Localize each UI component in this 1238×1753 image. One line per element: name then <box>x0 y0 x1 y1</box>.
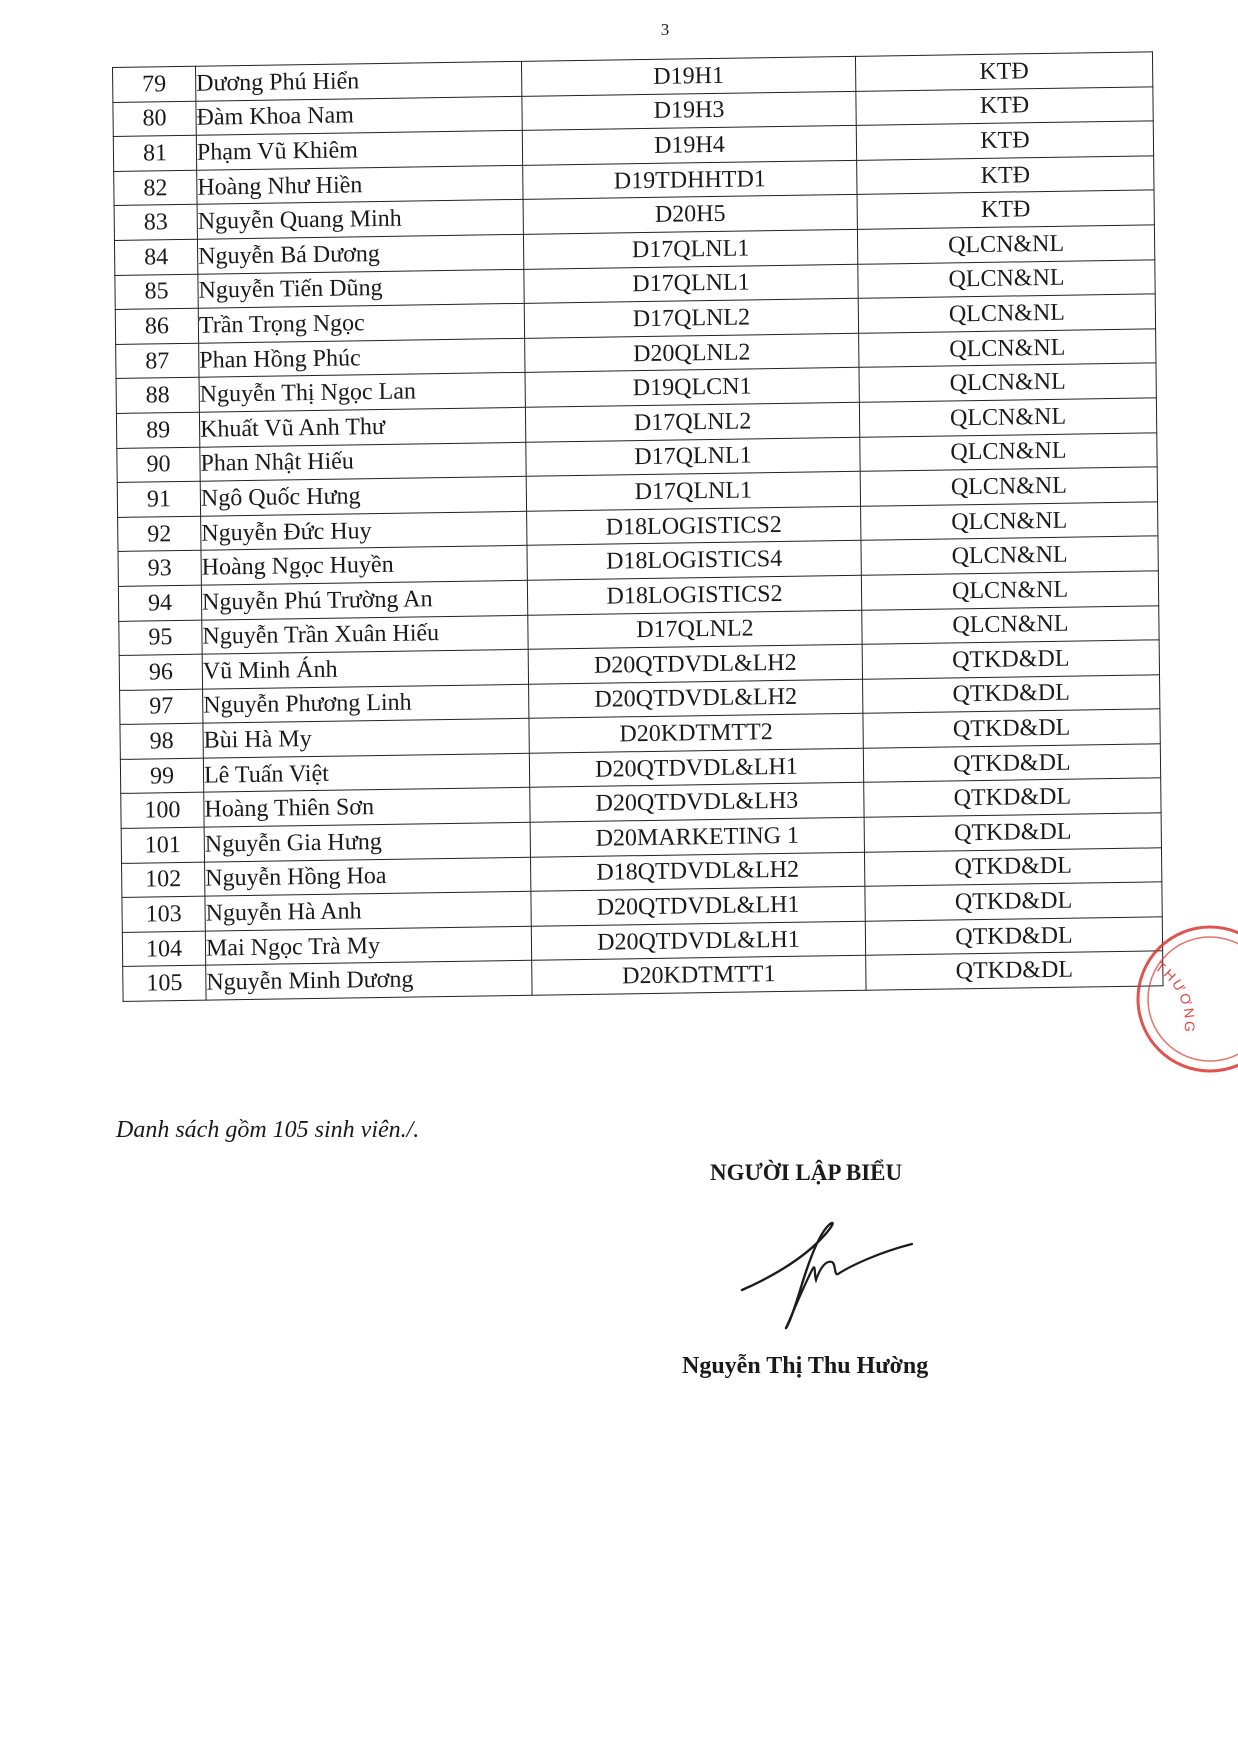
cell-class-code: D20QTDVDL&LH1 <box>529 748 863 788</box>
cell-department: QLCN&NL <box>858 294 1155 333</box>
cell-stt: 85 <box>115 274 198 310</box>
signature-stroke-1 <box>742 1223 833 1328</box>
cell-stt: 87 <box>116 343 199 379</box>
cell-class-code: D19H1 <box>521 56 855 96</box>
cell-student-name: Nguyễn Gia Hưng <box>204 822 530 861</box>
cell-student-name: Trần Trọng Ngọc <box>198 303 524 342</box>
stamp-text: THƯƠNG <box>1152 958 1199 1035</box>
cell-department: KTĐ <box>856 121 1153 160</box>
cell-department: QLCN&NL <box>860 467 1157 506</box>
cell-student-name: Nguyễn Thị Ngọc Lan <box>199 373 525 412</box>
cell-student-name: Khuất Vũ Anh Thư <box>199 407 525 446</box>
cell-student-name: Ngô Quốc Hưng <box>200 476 526 515</box>
cell-student-name: Lê Tuấn Việt <box>203 753 529 792</box>
cell-class-code: D20QLNL2 <box>525 333 859 373</box>
cell-student-name: Hoàng Như Hiền <box>197 165 523 204</box>
cell-department: QLCN&NL <box>859 329 1156 368</box>
cell-class-code: D18LOGISTICS2 <box>527 506 861 546</box>
cell-stt: 83 <box>114 205 197 241</box>
cell-stt: 86 <box>115 308 198 344</box>
cell-student-name: Phạm Vũ Khiêm <box>196 131 522 170</box>
cell-department: QTKD&DL <box>864 813 1161 852</box>
official-stamp <box>1130 915 1238 1075</box>
cell-student-name: Nguyễn Bá Dương <box>197 234 523 273</box>
cell-department: QLCN&NL <box>861 502 1158 541</box>
cell-class-code: D18QTDVDL&LH2 <box>531 852 865 892</box>
cell-department: QTKD&DL <box>865 882 1162 921</box>
cell-class-code: D20MARKETING 1 <box>530 817 864 857</box>
student-table <box>112 51 1164 1002</box>
cell-stt: 93 <box>118 551 201 587</box>
cell-class-code: D19H3 <box>522 91 856 131</box>
cell-student-name: Đàm Khoa Nam <box>196 96 522 135</box>
cell-department: QTKD&DL <box>862 640 1159 679</box>
cell-student-name: Dương Phú Hiển <box>196 61 522 100</box>
cell-class-code: D17QLNL1 <box>526 471 860 511</box>
cell-department: KTĐ <box>855 52 1152 91</box>
cell-class-code: D19QLCN1 <box>525 368 859 408</box>
cell-stt: 96 <box>119 654 202 690</box>
cell-department: QLCN&NL <box>861 536 1158 575</box>
cell-class-code: D20QTDVDL&LH2 <box>528 644 862 684</box>
cell-stt: 105 <box>123 966 206 1002</box>
cell-stt: 98 <box>120 723 203 759</box>
cell-stt: 90 <box>117 447 200 483</box>
cell-stt: 91 <box>117 481 200 517</box>
cell-stt: 79 <box>113 66 196 102</box>
cell-stt: 103 <box>122 896 205 932</box>
cell-class-code: D20H5 <box>523 195 857 235</box>
cell-student-name: Nguyễn Hồng Hoa <box>205 857 531 896</box>
student-table-container <box>112 51 1164 1002</box>
cell-stt: 81 <box>113 135 196 171</box>
signature-stroke-2 <box>786 1244 912 1328</box>
cell-class-code: D20KDTMTT2 <box>529 714 863 754</box>
cell-stt: 95 <box>119 620 202 656</box>
cell-department: QTKD&DL <box>863 744 1160 783</box>
page-number: 3 <box>660 20 670 39</box>
cell-stt: 88 <box>116 378 199 414</box>
cell-department: QTKD&DL <box>863 675 1160 714</box>
cell-class-code: D18LOGISTICS2 <box>527 575 861 615</box>
cell-stt: 102 <box>122 862 205 898</box>
cell-department: QTKD&DL <box>865 917 1162 956</box>
cell-stt: 82 <box>114 170 197 206</box>
cell-student-name: Nguyễn Hà Anh <box>205 892 531 931</box>
cell-class-code: D19H4 <box>522 126 856 166</box>
cell-student-name: Hoàng Ngọc Huyền <box>201 546 527 585</box>
cell-student-name: Nguyễn Tiến Dũng <box>198 269 524 308</box>
cell-class-code: D17QLNL2 <box>528 610 862 650</box>
cell-student-name: Nguyễn Phương Linh <box>203 684 529 723</box>
signer-title: NGƯỜI LẬP BIỂU <box>710 1160 903 1185</box>
cell-department: QLCN&NL <box>860 432 1157 471</box>
cell-department: QLCN&NL <box>858 259 1155 298</box>
cell-department: QLCN&NL <box>859 398 1156 437</box>
cell-student-name: Phan Nhật Hiếu <box>200 442 526 481</box>
cell-class-code: D20QTDVDL&LH1 <box>531 887 865 927</box>
cell-department: KTĐ <box>857 156 1154 195</box>
cell-class-code: D19TDHHTD1 <box>523 160 857 200</box>
cell-department: QLCN&NL <box>861 571 1158 610</box>
cell-student-name: Vũ Minh Ánh <box>202 649 528 688</box>
cell-department: QTKD&DL <box>864 778 1161 817</box>
cell-student-name: Nguyễn Đức Huy <box>201 511 527 550</box>
cell-student-name: Phan Hồng Phúc <box>199 338 525 377</box>
cell-class-code: D20KDTMTT1 <box>532 956 866 996</box>
cell-department: QLCN&NL <box>857 225 1154 264</box>
cell-stt: 97 <box>120 689 203 725</box>
cell-class-code: D18LOGISTICS4 <box>527 541 861 581</box>
cell-department: QTKD&DL <box>863 709 1160 748</box>
cell-class-code: D17QLNL2 <box>524 298 858 338</box>
cell-student-name: Nguyễn Minh Dương <box>206 961 532 1000</box>
cell-department: QLCN&NL <box>862 605 1159 644</box>
cell-class-code: D17QLNL2 <box>525 402 859 442</box>
cell-class-code: D17QLNL1 <box>523 229 857 269</box>
cell-stt: 101 <box>121 827 204 863</box>
cell-student-name: Nguyễn Trần Xuân Hiếu <box>202 615 528 654</box>
cell-stt: 99 <box>120 758 203 794</box>
cell-department: KTĐ <box>856 86 1153 125</box>
cell-stt: 89 <box>116 412 199 448</box>
cell-stt: 94 <box>118 585 201 621</box>
cell-stt: 84 <box>114 239 197 275</box>
cell-class-code: D17QLNL1 <box>526 437 860 477</box>
cell-student-name: Nguyễn Phú Trường An <box>201 580 527 619</box>
cell-class-code: D20QTDVDL&LH1 <box>531 921 865 961</box>
cell-stt: 80 <box>113 101 196 137</box>
cell-class-code: D20QTDVDL&LH2 <box>529 679 863 719</box>
cell-student-name: Mai Ngọc Trà My <box>205 926 531 965</box>
cell-student-name: Bùi Hà My <box>203 719 529 758</box>
cell-department: QTKD&DL <box>866 951 1163 990</box>
cell-stt: 92 <box>118 516 201 552</box>
cell-stt: 104 <box>122 931 205 967</box>
cell-student-name: Nguyễn Quang Minh <box>197 200 523 239</box>
cell-department: QTKD&DL <box>864 847 1161 886</box>
cell-department: KTĐ <box>857 190 1154 229</box>
cell-student-name: Hoàng Thiên Sơn <box>204 788 530 827</box>
cell-stt: 100 <box>121 793 204 829</box>
summary-note: Danh sách gồm 105 sinh viên./. <box>116 1117 420 1143</box>
cell-class-code: D17QLNL1 <box>524 264 858 304</box>
cell-class-code: D20QTDVDL&LH3 <box>530 783 864 823</box>
cell-department: QLCN&NL <box>859 363 1156 402</box>
signer-name: Nguyễn Thị Thu Hường <box>682 1353 929 1379</box>
student-table-body <box>113 52 1164 1002</box>
signature-image <box>740 1218 920 1333</box>
